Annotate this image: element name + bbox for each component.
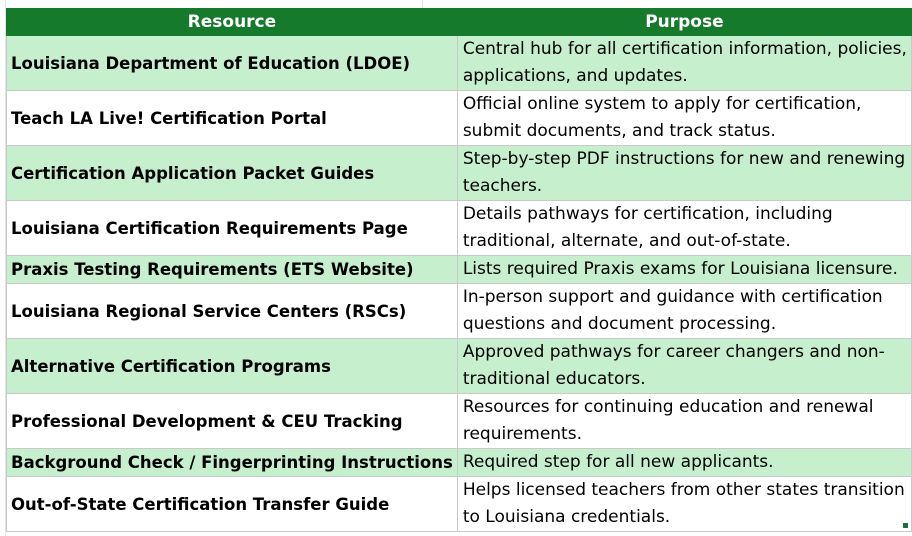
purpose-cell[interactable]: Resources for continuing education and renewal requirements. [457,394,911,449]
purpose-cell[interactable]: Official online system to apply for certification, submit documents, and track status. [457,91,911,146]
resource-table [6,8,912,532]
table-resize-handle[interactable] [903,523,908,528]
resource-cell[interactable]: Louisiana Department of Education (LDOE) [7,36,458,91]
table-row [7,146,912,201]
table-row [7,36,912,91]
purpose-cell[interactable]: Helps licensed teachers from other states transition to Louisiana credentials. [457,477,911,532]
resource-cell[interactable]: Alternative Certification Programs [7,339,458,394]
purpose-cell[interactable]: Lists required Praxis exams for Louisiana licensure. [457,256,911,284]
purpose-cell[interactable]: Central hub for all certification information, policies, applications, and updates. [457,36,911,91]
table-row [7,449,912,477]
resource-cell[interactable]: Professional Development & CEU Tracking [7,394,458,449]
table-row [7,284,912,339]
table-row [7,477,912,532]
table-row [7,256,912,284]
resource-cell[interactable]: Louisiana Certification Requirements Page [7,201,458,256]
column-divider [422,0,423,8]
resource-cell[interactable]: Praxis Testing Requirements (ETS Website) [7,256,458,284]
table-row [7,394,912,449]
purpose-cell[interactable]: In-person support and guidance with certification questions and document processing. [457,284,911,339]
resource-cell[interactable]: Teach LA Live! Certification Portal [7,91,458,146]
header-row [7,9,912,36]
table-row [7,91,912,146]
header-purpose[interactable]: Purpose [457,9,911,36]
table-row [7,201,912,256]
purpose-cell[interactable]: Required step for all new applicants. [457,449,911,477]
resource-cell[interactable]: Louisiana Regional Service Centers (RSCs) [7,284,458,339]
purpose-cell[interactable]: Approved pathways for career changers and non-traditional educators. [457,339,911,394]
resource-cell[interactable]: Out-of-State Certification Transfer Guide [7,477,458,532]
resource-cell[interactable]: Background Check / Fingerprinting Instructions [7,449,458,477]
purpose-cell[interactable]: Details pathways for certification, including traditional, alternate, and out-of-state. [457,201,911,256]
header-resource[interactable]: Resource [7,9,458,36]
purpose-cell[interactable]: Step-by-step PDF instructions for new and renewing teachers. [457,146,911,201]
table-row [7,339,912,394]
resource-cell[interactable]: Certification Application Packet Guides [7,146,458,201]
